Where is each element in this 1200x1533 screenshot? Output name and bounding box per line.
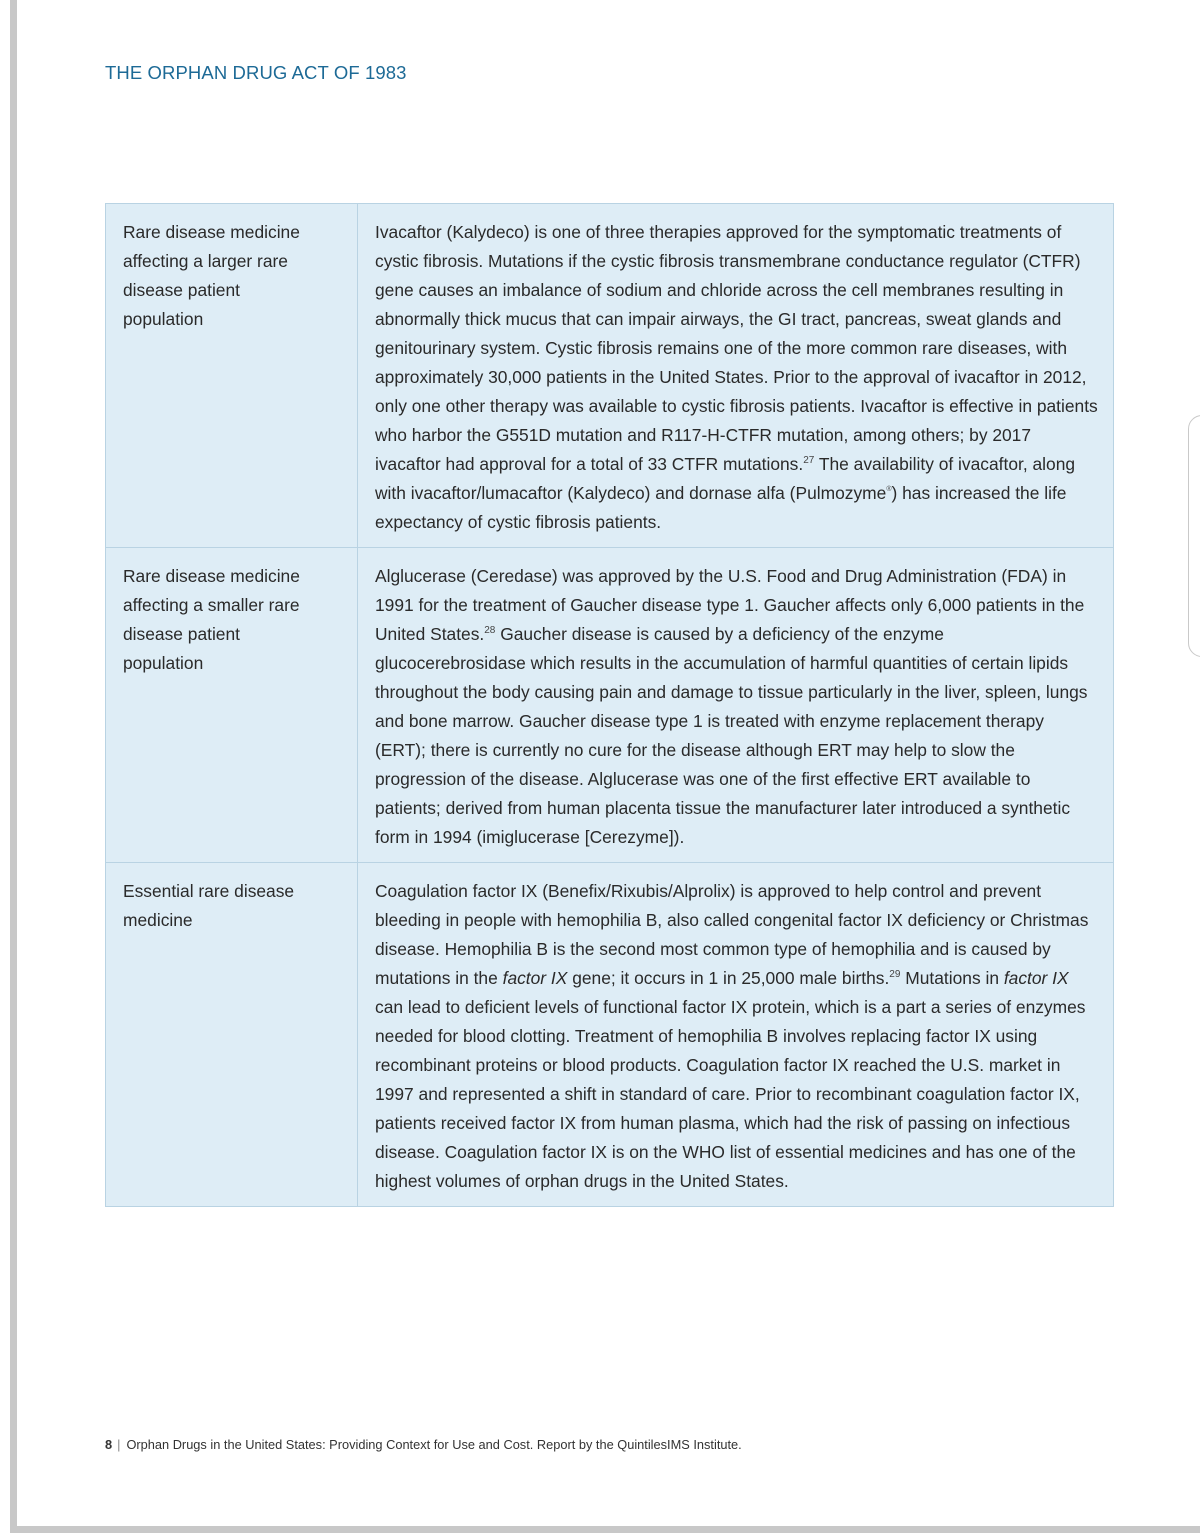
examples-table <box>105 203 1114 1207</box>
text-run: Alglucerase (Ceredase) was approved by the U.S. Food and Drug Administration (FDA) in 1991 for the treatment of Gaucher disease type 1. Gaucher affects only 6,000 patients in the United States. <box>375 566 1085 644</box>
footer-separator: | <box>117 1437 121 1452</box>
text-run: Ivacaftor (Kalydeco) is one of three therapies approved for the symptomatic treatments of cystic fibrosis. Mutations if the cystic fibrosis transmembrane conductance regulator (CTFR) gene causes an imbalance of sodium and chloride across the cell membranes resulting in abnormally thick mucus that can impair airways, the GI tract, pancreas, sweat glands and genitourinary system. Cystic fibrosis remains one of the more common rare diseases, with approximately 30,000 patients in the United States. Prior to the approval of ivacaftor in 2012, only one other therapy was available to cystic fibrosis patients. Ivacaftor is effective in patients who harbor the G551D mutation and R117-H-CTFR mutation, among others; by 2017 ivacaftor had approval for a total of 33 CTFR mutations. <box>375 222 1098 474</box>
footnote-ref: 27 <box>803 455 815 466</box>
table-row <box>106 862 1113 1206</box>
row-description <box>358 204 1113 547</box>
row-label: Rare disease medicine affecting a smaller rare disease patient population <box>106 548 358 862</box>
row-label: Rare disease medicine affecting a larger rare disease patient population <box>106 204 358 547</box>
registered-mark: ® <box>886 486 892 493</box>
text-run: Gaucher disease is caused by a deficiency of the enzyme glucocerebrosidase which results in the accumulation of harmful quantities of certain lipids throughout the body causing pain and damage to tissue particularly in the liver, spleen, lungs and bone marrow. Gaucher disease type 1 is treated with enzyme replacement therapy (ERT); there is currently no cure for the disease although ERT may help to slow the progression of the disease. Alglucerase was one of the first effective ERT available to patients; derived from human placenta tissue the manufacturer later introduced a synthetic form in 1994 (imiglucerase [Cerezyme]). <box>375 624 1088 847</box>
viewer-bottom-border <box>10 1526 1200 1533</box>
text-run: Mutations in <box>900 968 1004 988</box>
row-label: Essential rare disease medicine <box>106 863 358 1206</box>
text-run: Coagulation factor IX (Benefix/Rixubis/Alprolix) is approved to help control and prevent bleeding in people with hemophilia B, also called congenital factor IX deficiency or Christmas disease. Hemophilia B is the second most common type of hemophilia and is caused by mutations in the <box>375 881 1089 988</box>
text-run: The availability of ivacaftor, along with ivacaftor/lumacaftor (Kalydeco) and dornase alfa (Pulmozyme <box>375 454 1076 503</box>
gene-name: factor IX <box>1003 968 1069 988</box>
text-run: gene; it occurs in 1 in 25,000 male births. <box>567 968 890 988</box>
page-footer <box>105 1437 742 1452</box>
row-description <box>358 863 1113 1206</box>
page-title: THE ORPHAN DRUG ACT OF 1983 <box>105 62 407 83</box>
page-number: 8 <box>105 1437 113 1452</box>
viewer-left-border <box>10 0 17 1533</box>
side-panel-tab[interactable] <box>1188 415 1200 657</box>
table-row <box>106 547 1113 862</box>
footer-citation: Orphan Drugs in the United States: Providing Context for Use and Cost. Report by the QuintilesIMS Institute. <box>126 1437 742 1452</box>
text-run: can lead to deficient levels of functional factor IX protein, which is a part a series of enzymes needed for blood clotting. Treatment of hemophilia B involves replacing factor IX using recombinant proteins or blood products. Coagulation factor IX reached the U.S. market in 1997 and represented a shift in standard of care. Prior to recombinant coagulation factor IX, patients received factor IX from human plasma, which had the risk of passing on infectious disease. Coagulation factor IX is on the WHO list of essential medicines and has one of the highest volumes of orphan drugs in the United States. <box>375 997 1086 1191</box>
table-row <box>106 204 1113 547</box>
row-description <box>358 548 1113 862</box>
footnote-ref: 29 <box>889 969 901 980</box>
text-run: ) has increased the life expectancy of cystic fibrosis patients. <box>375 483 1067 532</box>
gene-name: factor IX <box>502 968 568 988</box>
footnote-ref: 28 <box>484 625 496 636</box>
